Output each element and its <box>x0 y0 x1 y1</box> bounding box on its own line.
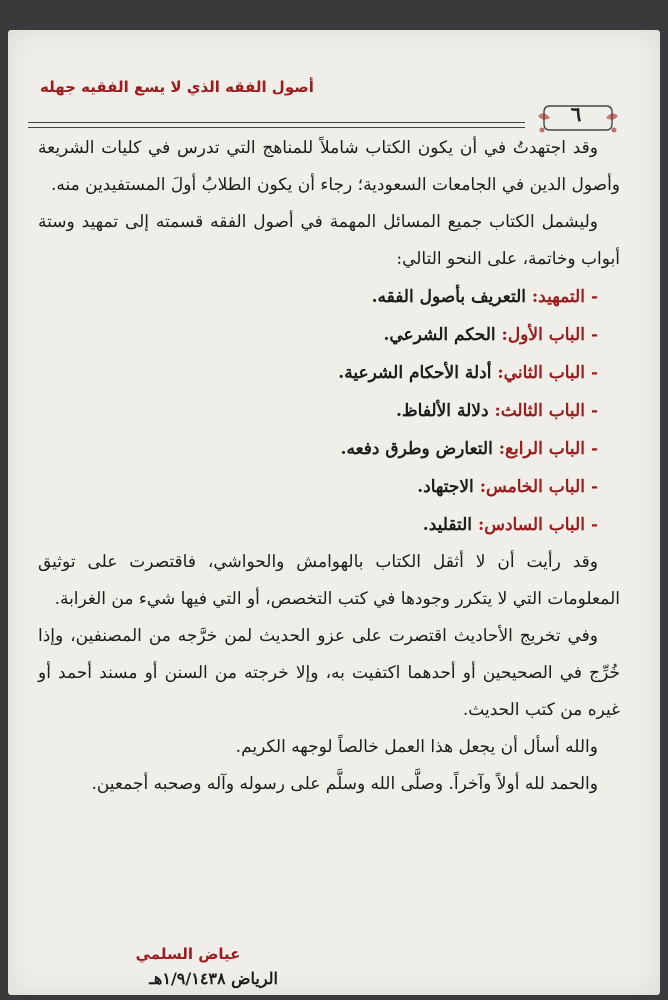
chapter-item: -الباب الثالث: دلالة الألفاظ. <box>396 401 598 421</box>
chapter-item: -الباب الثاني: أدلة الأحكام الشرعية. <box>338 363 598 383</box>
paragraph-intro: وقد اجتهدتُ في أن يكون الكتاب شاملاً للمناهج التي تدرس في كليات الشريعة وأصول الدين في الجامعات السعودية؛ رجاء أن يكون الطلابُ أولَ المستفيدين منه. <box>38 138 620 195</box>
paragraph-closing: والحمد لله أولاً وآخراً. وصلَّى الله وسلَّم على رسوله وآله وصحبه أجمعين. <box>91 774 598 794</box>
chapter-label: الباب السادس: <box>477 515 585 535</box>
book-page <box>8 30 660 995</box>
paragraph-hadith: وفي تخريج الأحاديث اقتصرت على عزو الحديث لمن خرَّجه من المصنفين، وإذا خُرِّج في الصحيحين أو أحدهما اكتفيت به، وإلا خرجته من السنن أو مسند أحمد أو غيره من كتب الحديث. <box>38 626 620 720</box>
page-number: ٦ <box>570 102 582 126</box>
author-signature <box>98 945 278 988</box>
chapter-item: -الباب الرابع: التعارض وطرق دفعه. <box>340 439 598 459</box>
chapter-list <box>38 278 620 544</box>
chapter-label: الباب الأول: <box>501 325 585 345</box>
chapter-label: الباب الثاني: <box>497 363 585 383</box>
chapter-title: الاجتهاد. <box>417 477 474 497</box>
chapter-label: التمهيد: <box>531 287 585 307</box>
author-name: عياض السلمي <box>135 945 241 963</box>
place-date: الرياض ١/٩/١٤٣٨هـ <box>149 969 278 988</box>
header-rule-top <box>28 122 525 123</box>
page-header <box>28 70 620 130</box>
chapter-item: -الباب الخامس: الاجتهاد. <box>417 477 598 497</box>
chapter-title: أدلة الأحكام الشرعية. <box>338 363 492 383</box>
chapter-title: الحكم الشرعي. <box>383 325 496 345</box>
chapter-title: التقليد. <box>422 515 473 535</box>
page-body <box>38 130 620 803</box>
chapter-title: التعارض وطرق دفعه. <box>340 439 493 459</box>
chapter-item: -الباب السادس: التقليد. <box>422 515 598 535</box>
chapter-item: -التمهيد: التعريف بأصول الفقه. <box>371 287 598 307</box>
paragraph-structure: وليشمل الكتاب جميع المسائل المهمة في أصول الفقه قسمته إلى تمهيد وستة أبواب وخاتمة، على النحو التالي: <box>38 212 620 269</box>
paragraph-dua: والله أسأل أن يجعل هذا العمل خالصاً لوجهه الكريم. <box>235 737 598 757</box>
chapter-title: التعريف بأصول الفقه. <box>371 287 526 307</box>
chapter-label: الباب الثالث: <box>494 401 585 421</box>
chapter-item: -الباب الأول: الحكم الشرعي. <box>383 325 598 345</box>
chapter-label: الباب الرابع: <box>498 439 585 459</box>
chapter-label: الباب الخامس: <box>479 477 585 497</box>
chapter-title: دلالة الألفاظ. <box>396 401 489 421</box>
header-rule-bottom <box>28 127 525 128</box>
paragraph-footnotes: وقد رأيت أن لا أثقل الكتاب بالهوامش والحواشي، فاقتصرت على توثيق المعلومات التي لا يتكرر وجودها في كتب التخصص، أو التي فيها شيء من الغرابة. <box>38 552 620 609</box>
running-title: أصول الفقه الذي لا يسع الفقيه جهله <box>40 78 314 96</box>
